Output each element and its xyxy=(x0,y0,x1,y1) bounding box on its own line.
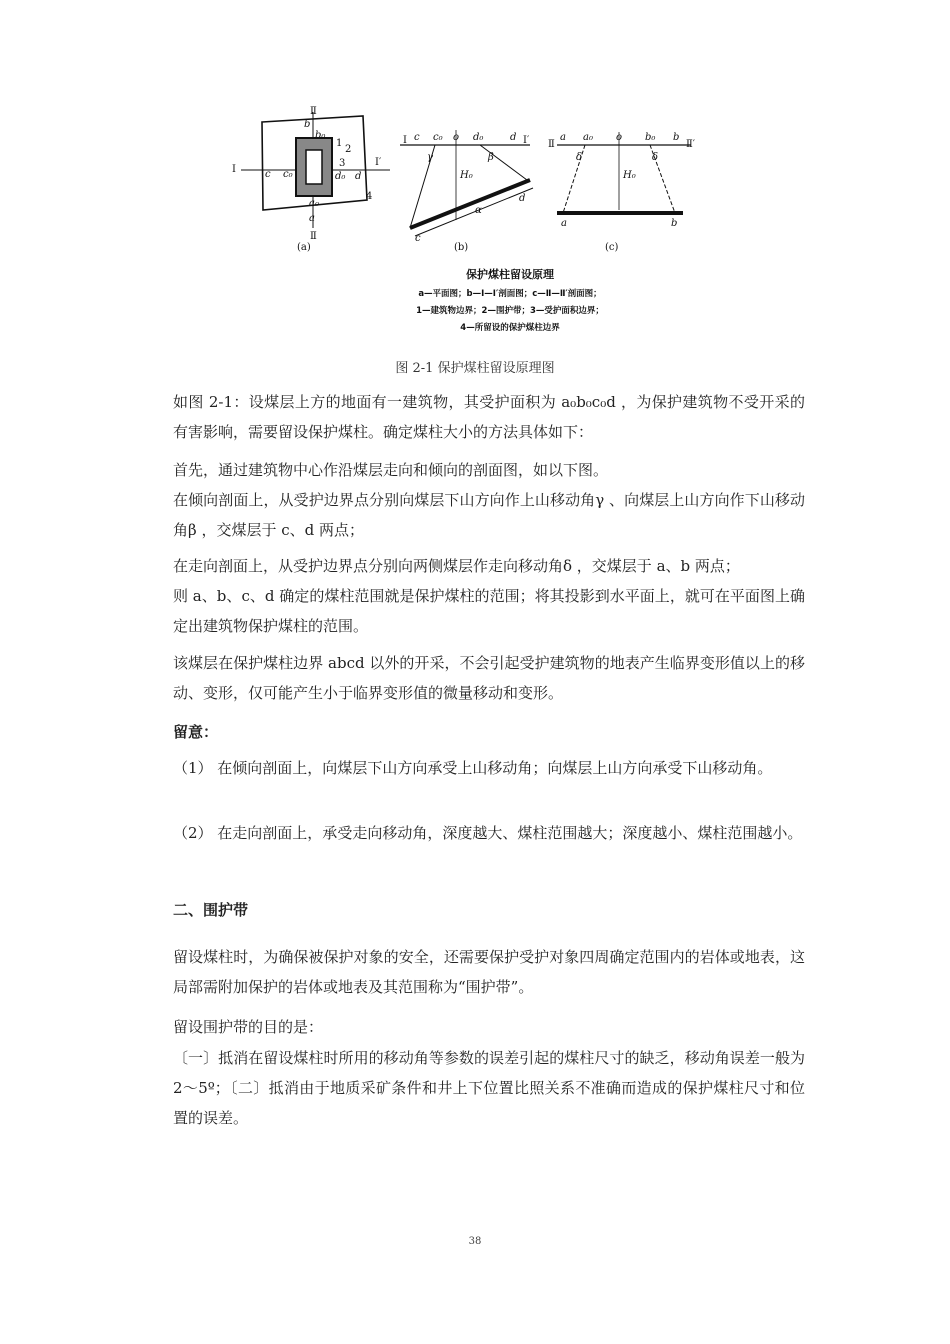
note-2-text: （2） 在走向剖面上，承受走向移动角，深度越大、煤柱范围越大；深度越小、煤柱范围越小。 xyxy=(173,824,803,842)
label-c-a0: a₀ xyxy=(583,132,593,143)
label-b-d: d xyxy=(510,132,517,143)
label-b-d-bottom: d xyxy=(519,193,526,204)
figure-legend-1: a—平面图；b—Ⅰ—Ⅰ′剖面图；c—Ⅱ—Ⅱ′剖面图； xyxy=(418,289,602,299)
label-c-o: o xyxy=(616,132,623,143)
label-II-bottom: Ⅱ xyxy=(310,231,317,242)
figure-legend-2: 1—建筑物边界；2—围护带；3—受护面积边界； xyxy=(416,306,604,316)
p1-text-start: 如图 2-1：设煤层上方的地面有一建筑物，其受护面积为 xyxy=(173,393,562,411)
label-a-b: b xyxy=(304,119,311,130)
p3-text: 在倾向剖面上，从受护边界点分别向煤层下山方向作上山移动角γ 、向煤层上山方向作下山移动角β ，交煤层于 c、d 两点； xyxy=(173,491,805,539)
label-a-c: c xyxy=(265,169,271,180)
section-heading xyxy=(145,895,805,925)
p5-text: 则 a、b、c、d 确定的煤柱范围就是保护煤柱的范围；将其投影到水平面上，就可在平面图上确定出建筑物保护煤柱的范围。 xyxy=(173,587,805,635)
p7-text: 留设煤柱时，为确保被保护对象的安全，还需要保护受护对象四周确定范围内的岩体或地表，这局部需附加保护的岩体或地表及其范围称为“围护带”。 xyxy=(173,948,805,996)
label-I: I xyxy=(232,164,236,175)
paragraph-7 xyxy=(145,942,805,1002)
p8-text: 留设围护带的目的是： xyxy=(173,1018,324,1036)
label-n2: 2 xyxy=(345,144,352,155)
note-1 xyxy=(145,753,805,783)
paragraph-9 xyxy=(145,1043,805,1133)
label-a-a: a xyxy=(309,213,315,224)
page-number: 38 xyxy=(468,1236,482,1247)
label-c-b: b xyxy=(673,132,680,143)
note-heading xyxy=(145,717,805,747)
p1-area-symbol: a₀b₀c₀d xyxy=(561,393,616,411)
label-a-a0: a₀ xyxy=(309,198,319,209)
coal-seam-b xyxy=(410,180,530,228)
panel-b-label: (b) xyxy=(454,242,469,253)
note-1-text: （1） 在倾向剖面上，向煤层下山方向承受上山移动角；向煤层上山方向承受下山移动角。 xyxy=(173,759,773,777)
paragraph-5 xyxy=(145,581,805,641)
label-a-b0: b₀ xyxy=(315,130,326,141)
paragraph-1 xyxy=(145,387,805,447)
paragraph-4 xyxy=(145,551,805,581)
label-b-H0: H₀ xyxy=(460,170,473,181)
label-c-b-bottom: b xyxy=(671,218,678,229)
paragraph-3 xyxy=(145,485,805,545)
paragraph-6 xyxy=(145,648,805,708)
label-c-a-bottom: a xyxy=(561,218,567,229)
building-outline xyxy=(306,150,322,184)
paragraph-2 xyxy=(145,455,805,485)
label-delta-right: δ xyxy=(652,152,659,163)
figure-caption: 图 2-1 保护煤柱留设原理图 xyxy=(395,361,555,376)
label-c-b0: b₀ xyxy=(645,132,656,143)
label-a-c0: c₀ xyxy=(283,169,293,180)
note-2 xyxy=(145,818,805,848)
note-heading-text: 留意： xyxy=(173,723,219,741)
label-II: Ⅱ xyxy=(310,106,317,117)
paragraph-8 xyxy=(145,1012,805,1042)
label-b-I: I xyxy=(403,135,407,146)
label-n4: 4 xyxy=(366,191,373,202)
protective-pillar-figure xyxy=(205,100,740,348)
p1-text-end: ，为保护建筑物不受开采的有害影响，需要留设保护煤柱。确定煤柱大小的方法具体如下： xyxy=(173,393,805,441)
figure-diagram xyxy=(205,100,740,348)
label-b-o: o xyxy=(453,132,460,143)
label-b-d0: d₀ xyxy=(473,132,484,143)
label-n3: 3 xyxy=(339,158,346,169)
label-I-prime: I′ xyxy=(375,157,382,168)
p2-text: 首先，通过建筑物中心作沿煤层走向和倾向的剖面图，如以下图。 xyxy=(173,461,609,479)
p9-text: 〔一〕抵消在留设煤柱时所用的移动角等参数的误差引起的煤柱尺寸的缺乏，移动角误差一般为 2～5º；〔二〕抵消由于地质采矿条件和井上下位置比照关系不准确而造成的保护煤柱尺寸和位置的误差。 xyxy=(173,1049,805,1127)
panel-a-label: (a) xyxy=(297,242,311,253)
label-gamma: γ xyxy=(427,152,433,163)
label-c-II-prime: Ⅱ′ xyxy=(686,139,696,150)
label-c-a: a xyxy=(560,132,566,143)
label-a-d0: d₀ xyxy=(335,171,346,182)
label-b-c-bottom: c xyxy=(415,233,421,244)
label-c-H0: H₀ xyxy=(623,170,636,181)
label-b-c0: c₀ xyxy=(433,132,443,143)
panel-c-label: (c) xyxy=(605,242,619,253)
label-n1: 1 xyxy=(336,138,343,149)
label-a-d: d xyxy=(355,171,362,182)
label-c-II: Ⅱ xyxy=(548,139,555,150)
p4-text: 在走向剖面上，从受护边界点分别向两侧煤层作走向移动角δ ，交煤层于 a、b 两点； xyxy=(173,557,740,575)
section-heading-text: 二、围护带 xyxy=(173,901,249,919)
label-delta-left: δ xyxy=(576,152,583,163)
figure-title: 保护煤柱留设原理 xyxy=(466,268,554,281)
p6-text: 该煤层在保护煤柱边界 abcd 以外的开采，不会引起受护建筑物的地表产生临界变形值以上的移动、变形，仅可能产生小于临界变形值的微量移动和变形。 xyxy=(173,654,805,702)
figure-legend-3: 4—所留设的保护煤柱边界 xyxy=(460,323,560,333)
label-b-c: c xyxy=(414,132,420,143)
label-b-I-prime: I′ xyxy=(523,135,530,146)
label-beta: β xyxy=(488,152,494,163)
label-alpha: α xyxy=(475,205,482,216)
